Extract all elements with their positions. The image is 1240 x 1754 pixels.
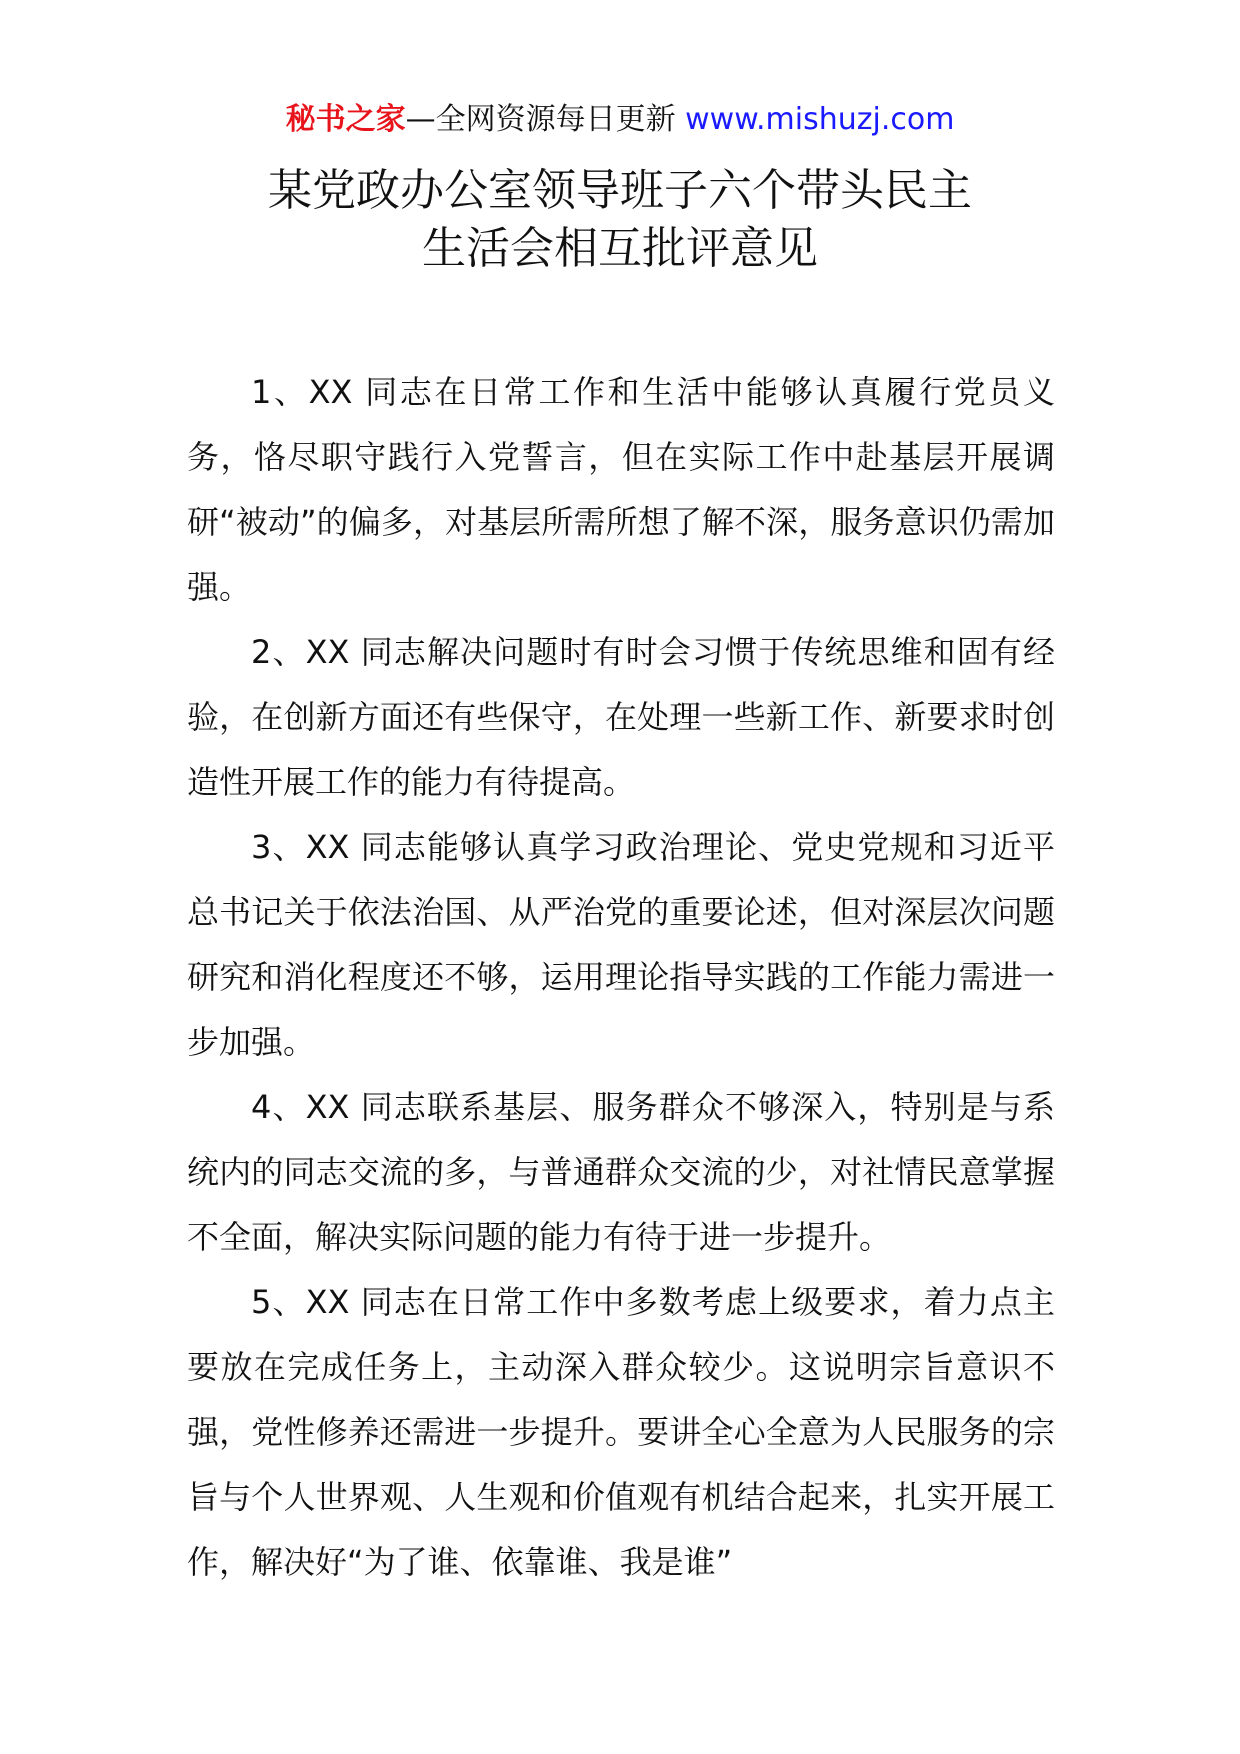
site-url-link[interactable]: www.mishuzj.com <box>685 102 955 137</box>
document-title <box>0 162 1240 278</box>
title-line-2: 生活会相互批评意见 <box>422 223 818 274</box>
paragraph-2: 2、XX 同志解决问题时有时会习惯于传统思维和固有经验，在创新方面还有些保守，在处理一些新工作、新要求时创造性开展工作的能力有待提高。 <box>187 633 1055 801</box>
brand-name: 秘书之家 <box>285 102 406 137</box>
paragraph-1: 1、XX 同志在日常工作和生活中能够认真履行党员义务，恪尽职守践行入党誓言，但在实际工作中赴基层开展调研“被动”的偏多，对基层所需所想了解不深，服务意识仍需加强。 <box>187 373 1055 606</box>
site-header <box>0 100 1240 140</box>
title-line-1: 某党政办公室领导班子六个带头民主 <box>268 165 972 216</box>
paragraph-3: 3、XX 同志能够认真学习政治理论、党史党规和习近平总书记关于依法治国、从严治党的重要论述，但对深层次问题研究和消化程度还不够，运用理论指导实践的工作能力需进一步加强。 <box>187 828 1055 1061</box>
paragraph-5: 5、XX 同志在日常工作中多数考虑上级要求，着力点主要放在完成任务上，主动深入群众较少。这说明宗旨意识不强，党性修养还需进一步提升。要讲全心全意为人民服务的宗旨与个人世界观、人生观和价值观有机结合起来，扎实开展工作，解决好“为了谁、依靠谁、我是谁” <box>187 1283 1055 1581</box>
header-tagline: —全网资源每日更新 <box>405 102 686 137</box>
paragraph-4: 4、XX 同志联系基层、服务群众不够深入，特别是与系统内的同志交流的多，与普通群众交流的少，对社情民意掌握不全面，解决实际问题的能力有待于进一步提升。 <box>187 1088 1055 1256</box>
document-body <box>187 360 1055 1595</box>
